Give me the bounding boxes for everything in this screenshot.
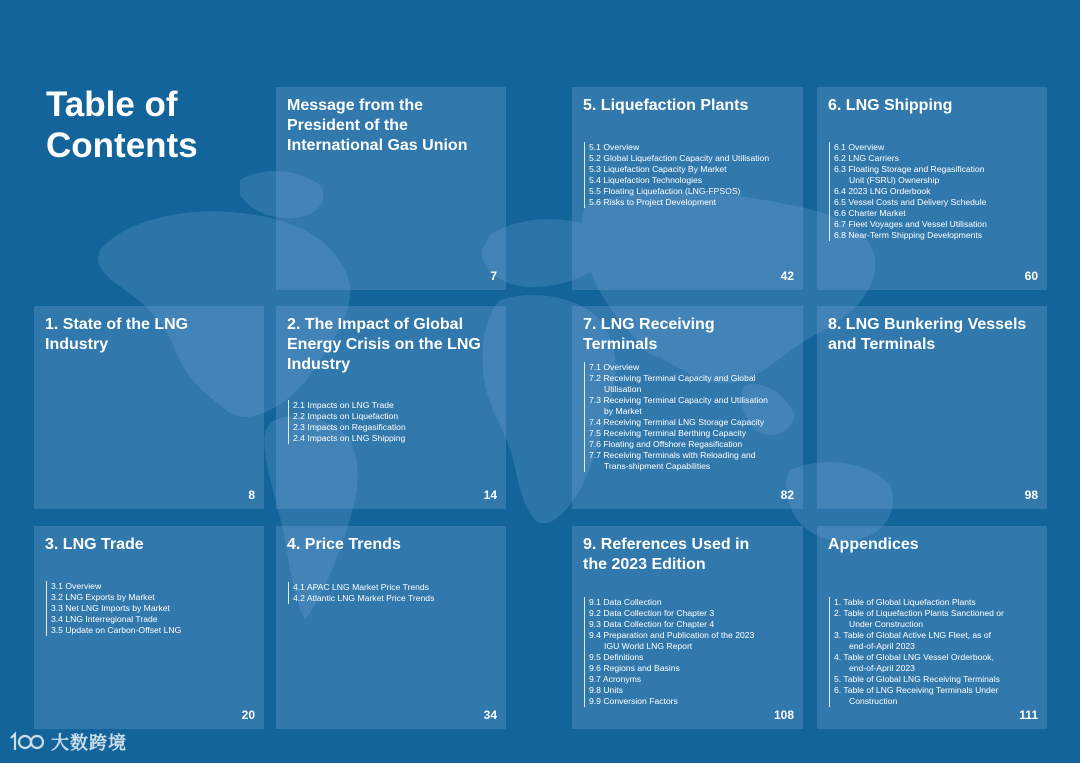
section-list [829,142,987,241]
card-title: 7. LNG Receiving Terminals [583,316,715,353]
list-item[interactable]: 3.5 Update on Carbon-Offset LNG [51,625,182,635]
list-item-continued[interactable]: Trans-shipment Capabilities [604,461,711,471]
list-item[interactable]: 5.4 Liquefaction Technologies [589,175,703,185]
list-item[interactable]: 5. Table of Global LNG Receiving Terminals [834,674,1000,684]
list-item[interactable]: 3. Table of Global Active LNG Fleet, as of [834,630,991,640]
section-list [584,142,769,208]
card-title: 4. Price Trends [287,536,401,553]
list-item[interactable]: 9.9 Conversion Factors [589,696,678,706]
list-item[interactable]: 2.3 Impacts on Regasification [293,422,406,432]
section-list [288,400,406,444]
list-item-continued[interactable]: by Market [604,406,642,416]
page-title [46,84,198,166]
watermark-text: 大数跨境 [51,733,127,753]
list-item[interactable]: 6.8 Near-Term Shipping Developments [834,230,983,240]
section-list [584,597,754,707]
page-number: 34 [483,708,497,722]
page-number: 82 [780,488,794,502]
card-title: 3. LNG Trade [45,536,144,553]
card-title: 6. LNG Shipping [828,97,953,114]
toc-card-bunkering[interactable] [817,306,1047,509]
list-item[interactable]: 7.4 Receiving Terminal LNG Storage Capacity [589,417,765,427]
title-line-2: Contents [46,126,198,165]
list-item[interactable]: 6. Table of LNG Receiving Terminals Under [834,685,999,695]
toc-card-references[interactable] [572,526,803,729]
list-item[interactable]: 9.4 Preparation and Publication of the 2023 [589,630,755,640]
toc-card-price-trends[interactable] [276,526,506,729]
list-item[interactable]: 9.7 Acronyms [589,674,642,684]
title-line-1: Table of [46,85,178,124]
card-title: 8. LNG Bunkering Vessels and Terminals [828,316,1027,353]
toc-card-liquefaction-plants[interactable] [572,87,803,290]
section-list [584,362,768,472]
section-list [288,582,434,604]
card-title: 2. The Impact of Global Energy Crisis on the LNG Industry [287,316,481,373]
watermark-logo-icon [8,730,46,754]
list-item[interactable]: 5.1 Overview [589,142,640,152]
card-title: 1. State of the LNG Industry [45,316,189,353]
list-item[interactable]: 5.3 Liquefaction Capacity By Market [589,164,727,174]
list-item-continued[interactable]: Under Construction [849,619,924,629]
list-item[interactable]: 9.1 Data Collection [589,597,662,607]
list-item-continued[interactable]: end-of-April 2023 [849,641,915,651]
list-item[interactable]: 3.1 Overview [51,581,102,591]
list-item[interactable]: 9.6 Regions and Basins [589,663,680,673]
list-item[interactable]: 7.5 Receiving Terminal Berthing Capacity [589,428,746,438]
list-item-continued[interactable]: Utilisation [604,384,642,394]
section-list [46,581,181,636]
list-item[interactable]: 3.2 LNG Exports by Market [51,592,155,602]
list-item[interactable]: 4.1 APAC LNG Market Price Trends [293,582,429,592]
page-number: 111 [1019,708,1038,722]
list-item[interactable]: 5.5 Floating Liquefaction (LNG-FPSOS) [589,186,741,196]
list-item[interactable]: 6.4 2023 LNG Orderbook [834,186,931,196]
toc-card-lng-shipping[interactable] [817,87,1047,290]
toc-card-message[interactable] [276,87,506,290]
list-item[interactable]: 2.4 Impacts on LNG Shipping [293,433,406,443]
toc-card-state-of-lng-industry[interactable] [34,306,264,509]
list-item[interactable]: 1. Table of Global Liquefaction Plants [834,597,976,607]
list-item[interactable]: 9.5 Definitions [589,652,644,662]
page-number: 14 [483,488,497,502]
list-item[interactable]: 6.6 Charter Market [834,208,906,218]
list-item-continued[interactable]: Construction [849,696,898,706]
list-item[interactable]: 2.2 Impacts on Liquefaction [293,411,399,421]
list-item[interactable]: 2. Table of Liquefaction Plants Sanctioned or [834,608,1004,618]
card-title: Appendices [828,536,919,553]
list-item[interactable]: 3.3 Net LNG Imports by Market [51,603,170,613]
page-number: 42 [780,269,794,283]
list-item[interactable]: 6.1 Overview [834,142,885,152]
toc-card-appendices[interactable] [817,526,1047,729]
page-number: 20 [241,708,255,722]
list-item[interactable]: 7.3 Receiving Terminal Capacity and Utilisation [589,395,768,405]
list-item[interactable]: 7.6 Floating and Offshore Regasification [589,439,743,449]
toc-card-receiving-terminals[interactable] [572,306,803,509]
list-item[interactable]: 9.8 Units [589,685,623,695]
section-list [829,597,1004,707]
list-item[interactable]: 6.3 Floating Storage and Regasification [834,164,985,174]
list-item[interactable]: 7.7 Receiving Terminals with Reloading and [589,450,756,460]
page-number: 98 [1024,488,1038,502]
list-item[interactable]: 7.1 Overview [589,362,640,372]
list-item-continued[interactable]: end-of-April 2023 [849,663,915,673]
toc-card-energy-crisis-impact[interactable] [276,306,506,509]
list-item[interactable]: 4. Table of Global LNG Vessel Orderbook, [834,652,994,662]
list-item[interactable]: 9.3 Data Collection for Chapter 4 [589,619,715,629]
page-number: 60 [1024,269,1038,283]
list-item[interactable]: 4.2 Atlantic LNG Market Price Trends [293,593,435,603]
page-number: 7 [490,269,497,283]
list-item[interactable]: 9.2 Data Collection for Chapter 3 [589,608,715,618]
list-item[interactable]: 5.2 Global Liquefaction Capacity and Utilisation [589,153,770,163]
list-item[interactable]: 6.5 Vessel Costs and Delivery Schedule [834,197,987,207]
toc-card-lng-trade[interactable] [34,526,264,729]
list-item[interactable]: 6.2 LNG Carriers [834,153,899,163]
list-item[interactable]: 3.4 LNG Interregional Trade [51,614,158,624]
list-item[interactable]: 6.7 Fleet Voyages and Vessel Utilisation [834,219,987,229]
page-number: 108 [773,708,794,722]
list-item[interactable]: 5.6 Risks to Project Development [589,197,717,207]
list-item-continued[interactable]: IGU World LNG Report [604,641,693,651]
list-item[interactable]: 7.2 Receiving Terminal Capacity and Global [589,373,756,383]
card-title: Message from the President of the International Gas Union [287,97,468,154]
watermark [8,729,127,755]
page-number: 8 [248,488,255,502]
card-title: 5. Liquefaction Plants [583,97,749,114]
list-item-continued[interactable]: Unit (FSRU) Ownership [849,175,940,185]
card-title: 9. References Used in the 2023 Edition [583,536,750,573]
list-item[interactable]: 2.1 Impacts on LNG Trade [293,400,394,410]
